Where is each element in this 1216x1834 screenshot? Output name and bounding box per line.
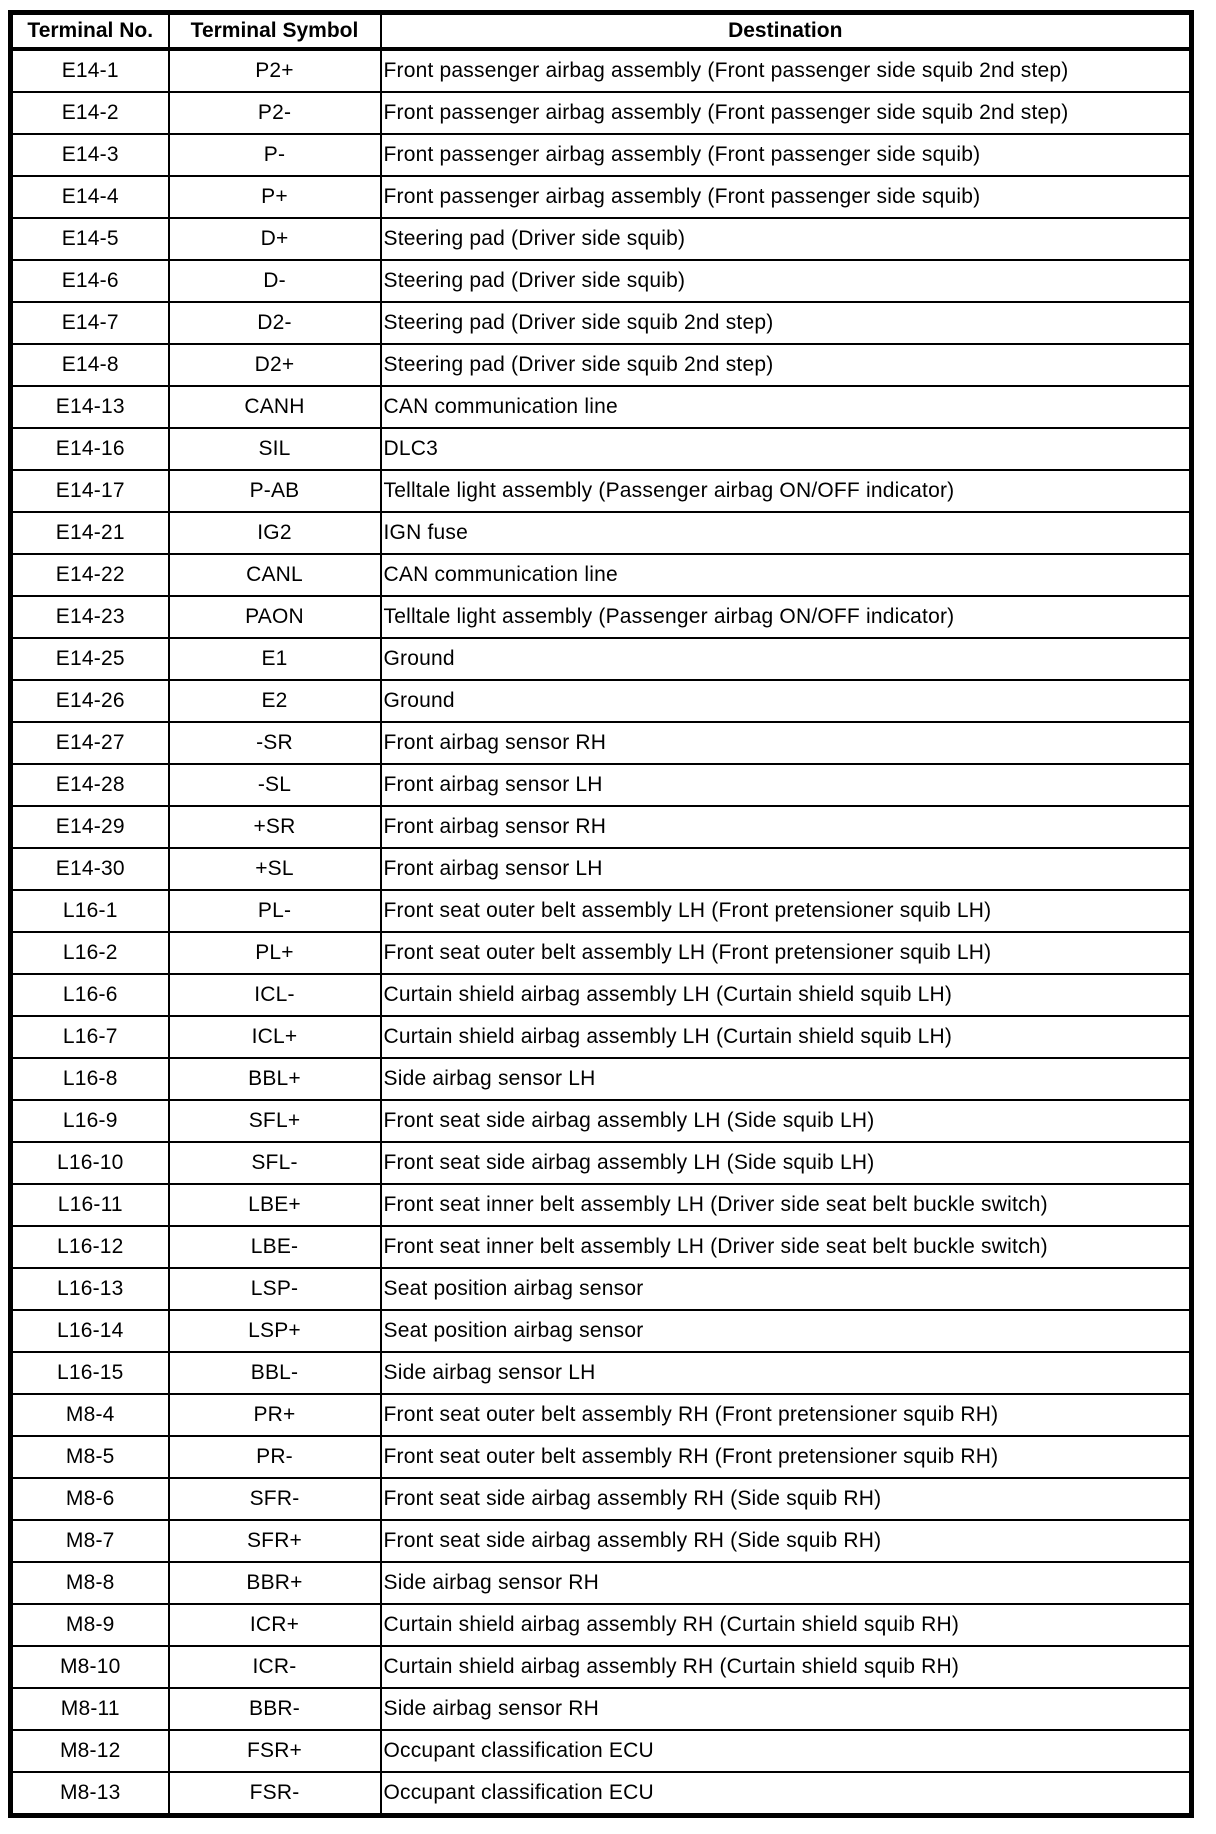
- column-header-terminal-no: Terminal No.: [11, 13, 169, 50]
- column-header-terminal-symbol: Terminal Symbol: [169, 13, 381, 50]
- table-row: [11, 1604, 1192, 1646]
- table-row: [11, 470, 1192, 512]
- terminal-no-cell: L16-11: [11, 1184, 169, 1226]
- terminal-symbol-cell: BBR+: [169, 1562, 381, 1604]
- destination-cell: Front seat side airbag assembly RH (Side squib RH): [381, 1520, 1192, 1562]
- terminal-no-cell: L16-2: [11, 932, 169, 974]
- table-row: [11, 1100, 1192, 1142]
- terminal-symbol-cell: PR-: [169, 1436, 381, 1478]
- terminal-symbol-cell: LBE-: [169, 1226, 381, 1268]
- terminal-symbol-cell: ICR-: [169, 1646, 381, 1688]
- terminal-symbol-cell: D-: [169, 260, 381, 302]
- terminal-no-cell: E14-5: [11, 218, 169, 260]
- table-row: [11, 260, 1192, 302]
- terminal-symbol-cell: LSP-: [169, 1268, 381, 1310]
- terminal-no-cell: M8-11: [11, 1688, 169, 1730]
- table-row: [11, 1394, 1192, 1436]
- terminal-symbol-cell: -SR: [169, 722, 381, 764]
- terminal-no-cell: E14-27: [11, 722, 169, 764]
- terminal-symbol-cell: SFL+: [169, 1100, 381, 1142]
- destination-cell: Occupant classification ECU: [381, 1730, 1192, 1772]
- terminal-symbol-cell: SFL-: [169, 1142, 381, 1184]
- terminal-no-cell: E14-22: [11, 554, 169, 596]
- terminal-symbol-cell: SFR+: [169, 1520, 381, 1562]
- destination-cell: Steering pad (Driver side squib 2nd step): [381, 344, 1192, 386]
- terminal-no-cell: L16-7: [11, 1016, 169, 1058]
- terminal-symbol-cell: -SL: [169, 764, 381, 806]
- terminal-no-cell: L16-12: [11, 1226, 169, 1268]
- destination-cell: Front seat side airbag assembly RH (Side squib RH): [381, 1478, 1192, 1520]
- column-header-destination: Destination: [381, 13, 1192, 50]
- table-row: [11, 1478, 1192, 1520]
- terminal-no-cell: L16-15: [11, 1352, 169, 1394]
- terminal-symbol-cell: PR+: [169, 1394, 381, 1436]
- terminal-symbol-cell: P-AB: [169, 470, 381, 512]
- terminal-symbol-cell: PL+: [169, 932, 381, 974]
- table-row: [11, 1520, 1192, 1562]
- destination-cell: Side airbag sensor RH: [381, 1562, 1192, 1604]
- table-row: [11, 1226, 1192, 1268]
- terminal-symbol-cell: P-: [169, 134, 381, 176]
- terminal-symbol-cell: E1: [169, 638, 381, 680]
- terminal-no-cell: E14-26: [11, 680, 169, 722]
- destination-cell: Side airbag sensor LH: [381, 1058, 1192, 1100]
- terminal-symbol-cell: ICL+: [169, 1016, 381, 1058]
- destination-cell: Telltale light assembly (Passenger airbag ON/OFF indicator): [381, 470, 1192, 512]
- table-row: [11, 1184, 1192, 1226]
- destination-cell: Front seat outer belt assembly RH (Front pretensioner squib RH): [381, 1394, 1192, 1436]
- table-row: [11, 1562, 1192, 1604]
- destination-cell: Curtain shield airbag assembly LH (Curtain shield squib LH): [381, 974, 1192, 1016]
- terminal-no-cell: M8-10: [11, 1646, 169, 1688]
- terminal-no-cell: E14-29: [11, 806, 169, 848]
- destination-cell: Front seat outer belt assembly RH (Front pretensioner squib RH): [381, 1436, 1192, 1478]
- terminal-no-cell: E14-8: [11, 344, 169, 386]
- table-row: [11, 302, 1192, 344]
- table-row: [11, 134, 1192, 176]
- terminal-symbol-cell: E2: [169, 680, 381, 722]
- terminal-no-cell: L16-8: [11, 1058, 169, 1100]
- table-row: [11, 1772, 1192, 1816]
- terminal-no-cell: L16-6: [11, 974, 169, 1016]
- table-row: [11, 1142, 1192, 1184]
- terminal-no-cell: E14-7: [11, 302, 169, 344]
- table-row: [11, 1016, 1192, 1058]
- terminal-symbol-cell: BBL-: [169, 1352, 381, 1394]
- terminal-no-cell: L16-10: [11, 1142, 169, 1184]
- terminal-symbol-cell: P2-: [169, 92, 381, 134]
- terminal-no-cell: E14-28: [11, 764, 169, 806]
- destination-cell: Ground: [381, 680, 1192, 722]
- table-row: [11, 218, 1192, 260]
- terminal-no-cell: E14-30: [11, 848, 169, 890]
- terminal-no-cell: L16-9: [11, 1100, 169, 1142]
- destination-cell: Curtain shield airbag assembly LH (Curtain shield squib LH): [381, 1016, 1192, 1058]
- destination-cell: Front seat inner belt assembly LH (Driver side seat belt buckle switch): [381, 1226, 1192, 1268]
- table-row: [11, 344, 1192, 386]
- terminal-table-body: [11, 49, 1192, 1816]
- table-row: [11, 1688, 1192, 1730]
- table-row: [11, 764, 1192, 806]
- destination-cell: Side airbag sensor LH: [381, 1352, 1192, 1394]
- destination-cell: Front passenger airbag assembly (Front passenger side squib 2nd step): [381, 92, 1192, 134]
- table-row: [11, 806, 1192, 848]
- terminal-no-cell: L16-1: [11, 890, 169, 932]
- terminal-symbol-cell: BBR-: [169, 1688, 381, 1730]
- table-row: [11, 386, 1192, 428]
- destination-cell: Front seat outer belt assembly LH (Front pretensioner squib LH): [381, 890, 1192, 932]
- terminal-no-cell: M8-4: [11, 1394, 169, 1436]
- table-row: [11, 428, 1192, 470]
- destination-cell: Side airbag sensor RH: [381, 1688, 1192, 1730]
- terminal-symbol-cell: P+: [169, 176, 381, 218]
- table-row: [11, 1730, 1192, 1772]
- terminal-no-cell: M8-13: [11, 1772, 169, 1816]
- terminal-no-cell: E14-6: [11, 260, 169, 302]
- terminal-no-cell: M8-9: [11, 1604, 169, 1646]
- terminal-no-cell: E14-3: [11, 134, 169, 176]
- terminal-symbol-cell: CANL: [169, 554, 381, 596]
- terminal-symbol-cell: PAON: [169, 596, 381, 638]
- terminal-symbol-cell: IG2: [169, 512, 381, 554]
- table-row: [11, 1352, 1192, 1394]
- table-row: [11, 680, 1192, 722]
- destination-cell: Front seat side airbag assembly LH (Side squib LH): [381, 1142, 1192, 1184]
- terminal-no-cell: E14-1: [11, 49, 169, 92]
- terminal-symbol-cell: +SL: [169, 848, 381, 890]
- terminal-no-cell: L16-13: [11, 1268, 169, 1310]
- destination-cell: Steering pad (Driver side squib 2nd step): [381, 302, 1192, 344]
- terminal-symbol-cell: LSP+: [169, 1310, 381, 1352]
- terminal-symbol-cell: BBL+: [169, 1058, 381, 1100]
- destination-cell: Front passenger airbag assembly (Front passenger side squib): [381, 176, 1192, 218]
- destination-cell: Front airbag sensor RH: [381, 722, 1192, 764]
- table-row: [11, 1436, 1192, 1478]
- terminal-no-cell: E14-23: [11, 596, 169, 638]
- destination-cell: DLC3: [381, 428, 1192, 470]
- table-row: [11, 974, 1192, 1016]
- terminal-no-cell: E14-16: [11, 428, 169, 470]
- terminal-symbol-cell: ICR+: [169, 1604, 381, 1646]
- destination-cell: Curtain shield airbag assembly RH (Curtain shield squib RH): [381, 1646, 1192, 1688]
- terminal-symbol-cell: D+: [169, 218, 381, 260]
- terminal-no-cell: E14-21: [11, 512, 169, 554]
- terminal-symbol-cell: +SR: [169, 806, 381, 848]
- terminal-no-cell: E14-25: [11, 638, 169, 680]
- terminal-symbol-cell: D2+: [169, 344, 381, 386]
- table-row: [11, 1310, 1192, 1352]
- terminal-symbol-cell: FSR-: [169, 1772, 381, 1816]
- terminal-symbol-cell: LBE+: [169, 1184, 381, 1226]
- destination-cell: Telltale light assembly (Passenger airbag ON/OFF indicator): [381, 596, 1192, 638]
- destination-cell: Steering pad (Driver side squib): [381, 260, 1192, 302]
- terminal-symbol-cell: D2-: [169, 302, 381, 344]
- terminal-no-cell: E14-13: [11, 386, 169, 428]
- table-row: [11, 932, 1192, 974]
- terminal-no-cell: M8-7: [11, 1520, 169, 1562]
- terminal-no-cell: M8-12: [11, 1730, 169, 1772]
- table-row: [11, 890, 1192, 932]
- destination-cell: Front seat inner belt assembly LH (Driver side seat belt buckle switch): [381, 1184, 1192, 1226]
- terminal-no-cell: E14-17: [11, 470, 169, 512]
- table-row: [11, 1646, 1192, 1688]
- terminal-no-cell: M8-5: [11, 1436, 169, 1478]
- terminal-symbol-cell: FSR+: [169, 1730, 381, 1772]
- terminal-symbol-cell: CANH: [169, 386, 381, 428]
- table-row: [11, 848, 1192, 890]
- terminal-table: [8, 10, 1194, 1818]
- header-row: [11, 13, 1192, 50]
- destination-cell: Front passenger airbag assembly (Front passenger side squib): [381, 134, 1192, 176]
- table-row: [11, 554, 1192, 596]
- destination-cell: CAN communication line: [381, 554, 1192, 596]
- destination-cell: Front passenger airbag assembly (Front passenger side squib 2nd step): [381, 49, 1192, 92]
- destination-cell: Front seat outer belt assembly LH (Front pretensioner squib LH): [381, 932, 1192, 974]
- destination-cell: Front airbag sensor RH: [381, 806, 1192, 848]
- destination-cell: Curtain shield airbag assembly RH (Curtain shield squib RH): [381, 1604, 1192, 1646]
- destination-cell: Front seat side airbag assembly LH (Side squib LH): [381, 1100, 1192, 1142]
- destination-cell: Occupant classification ECU: [381, 1772, 1192, 1816]
- destination-cell: CAN communication line: [381, 386, 1192, 428]
- terminal-symbol-cell: ICL-: [169, 974, 381, 1016]
- destination-cell: Ground: [381, 638, 1192, 680]
- terminal-table-header: [11, 13, 1192, 50]
- terminal-no-cell: M8-8: [11, 1562, 169, 1604]
- table-row: [11, 176, 1192, 218]
- terminal-no-cell: L16-14: [11, 1310, 169, 1352]
- terminal-no-cell: E14-2: [11, 92, 169, 134]
- table-row: [11, 92, 1192, 134]
- terminal-symbol-cell: P2+: [169, 49, 381, 92]
- destination-cell: Seat position airbag sensor: [381, 1268, 1192, 1310]
- destination-cell: Front airbag sensor LH: [381, 848, 1192, 890]
- destination-cell: Seat position airbag sensor: [381, 1310, 1192, 1352]
- table-row: [11, 722, 1192, 764]
- table-row: [11, 638, 1192, 680]
- terminal-symbol-cell: SIL: [169, 428, 381, 470]
- terminal-no-cell: M8-6: [11, 1478, 169, 1520]
- destination-cell: Steering pad (Driver side squib): [381, 218, 1192, 260]
- table-row: [11, 1058, 1192, 1100]
- terminal-symbol-cell: PL-: [169, 890, 381, 932]
- destination-cell: IGN fuse: [381, 512, 1192, 554]
- terminal-symbol-cell: SFR-: [169, 1478, 381, 1520]
- destination-cell: Front airbag sensor LH: [381, 764, 1192, 806]
- table-row: [11, 512, 1192, 554]
- table-row: [11, 596, 1192, 638]
- table-row: [11, 1268, 1192, 1310]
- terminal-no-cell: E14-4: [11, 176, 169, 218]
- table-row: [11, 49, 1192, 92]
